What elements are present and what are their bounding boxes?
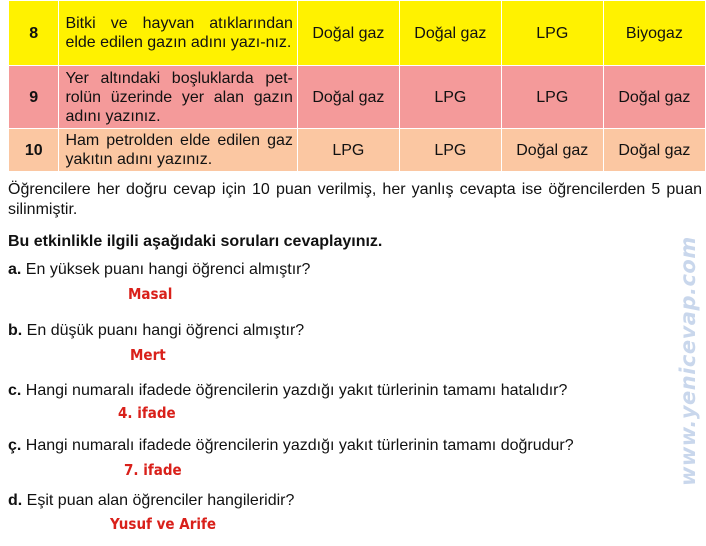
answer-cell: LPG xyxy=(501,1,603,66)
answer-cell: LPG xyxy=(297,129,399,172)
site-watermark: www.yenicevap.com xyxy=(676,236,700,486)
row-statement: Bitki ve hayvan atıklarından elde edilen gazın adını yazı-nız. xyxy=(59,1,297,66)
question-text: Hangi numaralı ifadede öğrencilerin yazdığı yakıt türlerinin tamamı doğrudur? xyxy=(25,437,574,454)
question-text: En yüksek puanı hangi öğrenci almıştır? xyxy=(25,261,311,278)
question-a xyxy=(8,261,310,279)
question-text: Eşit puan alan öğrenciler hangileridir? xyxy=(26,492,295,509)
table-row xyxy=(9,66,706,129)
row-statement: Ham petrolden elde edilen gaz yakıtın adını yazınız. xyxy=(59,129,297,172)
answer-cell: Biyogaz xyxy=(603,1,705,66)
row-number: 8 xyxy=(9,1,59,66)
answer-cell: LPG xyxy=(399,66,501,129)
question-cc xyxy=(8,437,574,455)
question-letter: d. xyxy=(8,492,23,509)
question-letter: a. xyxy=(8,261,22,278)
answer-b: Mert xyxy=(130,346,166,364)
section-heading: Bu etkinlikle ilgili aşağıdaki soruları cevaplayınız. xyxy=(8,233,383,250)
answers-table xyxy=(8,0,706,172)
answer-cell: Doğal gaz xyxy=(603,129,705,172)
answer-cell: LPG xyxy=(399,129,501,172)
question-letter: c. xyxy=(8,382,22,399)
row-statement: Yer altındaki boşluklarda pet-rolün üzerinde yer alan gazın adını yazınız. xyxy=(59,66,297,129)
question-c xyxy=(8,382,567,400)
answer-cell: Doğal gaz xyxy=(399,1,501,66)
table-row xyxy=(9,1,706,66)
scoring-note: Öğrencilere her doğru cevap için 10 puan verilmiş, her yanlış cevapta ise öğrencilerden 5 puan silinmiştir. xyxy=(8,181,702,218)
answer-cell: Doğal gaz xyxy=(501,129,603,172)
question-text: En düşük puanı hangi öğrenci almıştır? xyxy=(26,322,305,339)
question-letter: ç. xyxy=(8,437,22,454)
answer-cell: Doğal gaz xyxy=(603,66,705,129)
row-number: 9 xyxy=(9,66,59,129)
answer-d: Yusuf ve Arife xyxy=(110,515,217,533)
row-number: 10 xyxy=(9,129,59,172)
question-letter: b. xyxy=(8,322,23,339)
answer-a: Masal xyxy=(128,285,173,303)
question-d xyxy=(8,492,294,510)
answer-c: 4. ifade xyxy=(118,404,176,422)
answer-cell: Doğal gaz xyxy=(297,1,399,66)
answer-cell: LPG xyxy=(501,66,603,129)
question-text: Hangi numaralı ifadede öğrencilerin yazdığı yakıt türlerinin tamamı hatalıdır? xyxy=(25,382,568,399)
question-b xyxy=(8,322,304,340)
table-row xyxy=(9,129,706,172)
answer-cc: 7. ifade xyxy=(124,461,182,479)
answer-cell: Doğal gaz xyxy=(297,66,399,129)
